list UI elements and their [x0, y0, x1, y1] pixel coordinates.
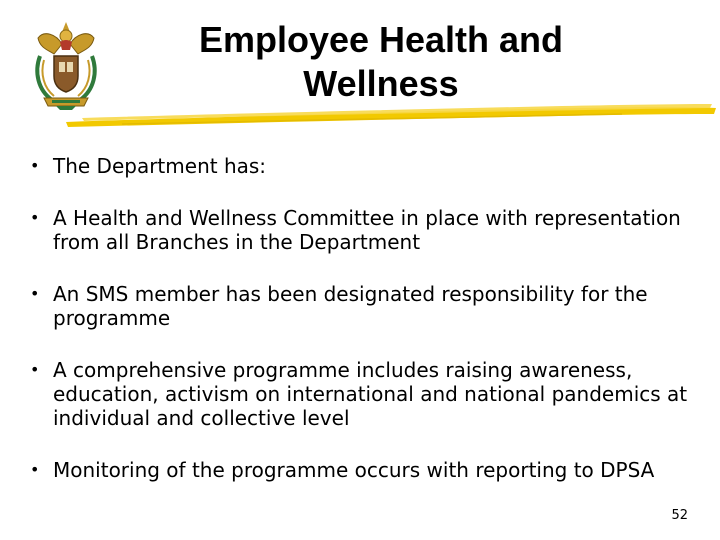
bullet-list [30, 154, 700, 482]
title-line-1: Employee Health and [198, 19, 564, 60]
bullet-text: Monitoring of the programme occurs with reporting to DPSA [53, 458, 655, 482]
bullet-text: An SMS member has been designated responsibility for the programme [53, 282, 648, 330]
bullet-text: The Department has: [53, 154, 267, 178]
bullet-item [30, 282, 700, 330]
bullet-marker: • [30, 208, 40, 227]
coat-of-arms-icon [30, 20, 102, 112]
bullet-item [30, 154, 700, 178]
bullet-item [30, 358, 700, 430]
bullet-marker: • [30, 460, 40, 479]
title-line-2: Wellness [303, 63, 459, 104]
bullet-text: A comprehensive programme includes raising awareness, education, activism on international and national pandemics at individual and collective level [53, 358, 688, 430]
bullet-item [30, 206, 700, 254]
bullet-marker: • [30, 360, 40, 379]
bullet-text: A Health and Wellness Committee in place with representation from all Branches in the Department [53, 206, 681, 254]
bullet-marker: • [30, 156, 40, 175]
bullet-marker: • [30, 284, 40, 303]
brush-stroke-icon [62, 100, 720, 130]
page-number: 52 [671, 508, 688, 523]
page-title [150, 18, 612, 106]
bullet-item [30, 458, 700, 482]
